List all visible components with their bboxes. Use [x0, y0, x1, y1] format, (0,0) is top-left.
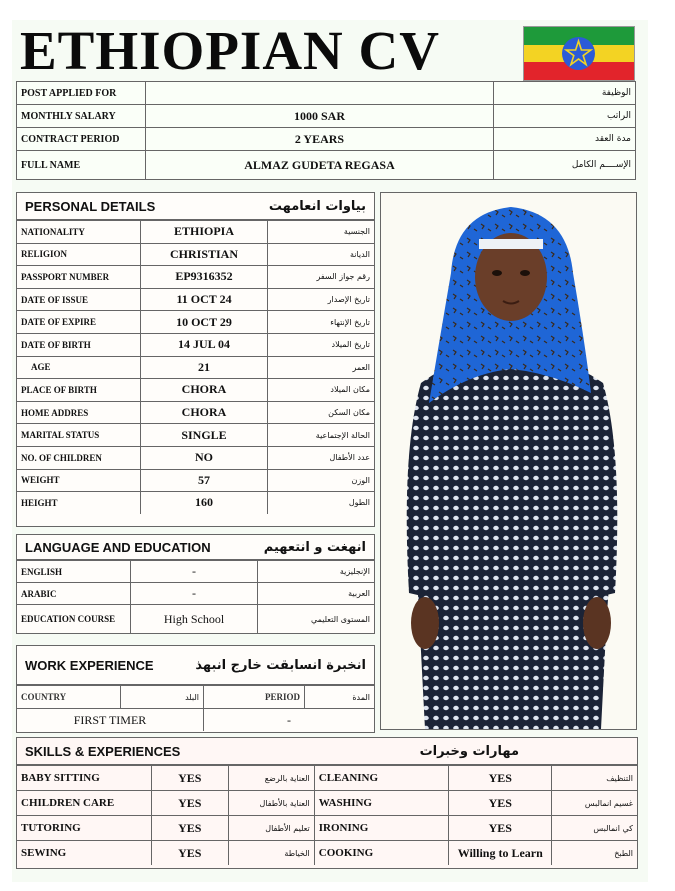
table-row [17, 469, 374, 492]
ironing-label: IRONING [314, 816, 449, 841]
full-name-value: ALMAZ GUDETA REGASA [146, 151, 494, 180]
language-education-header [17, 535, 374, 560]
period-value: - [204, 709, 375, 732]
table-row [17, 379, 374, 402]
tutoring-label: TUTORING [17, 816, 151, 841]
sewing-arabic: الخياطة [228, 841, 314, 866]
language-education-title: LANGUAGE AND EDUCATION [25, 539, 211, 555]
place-of-birth-arabic: مكان الميلاد [268, 379, 375, 402]
washing-value: YES [449, 791, 552, 816]
table-row [17, 333, 374, 356]
work-experience-title: WORK EXPERIENCE [25, 657, 154, 673]
nationality-arabic: الجنسية [268, 221, 375, 244]
candidate-photo [380, 192, 637, 730]
table-row [17, 288, 374, 311]
row-full-name [17, 151, 636, 180]
place-of-birth-label: PLACE OF BIRTH [17, 379, 141, 402]
age-label: AGE [17, 356, 141, 379]
work-experience-table [17, 685, 374, 731]
contract-period-value: 2 YEARS [146, 128, 494, 151]
personal-details-section [16, 192, 375, 527]
marital-status-value: SINGLE [141, 424, 268, 447]
sewing-label: SEWING [17, 841, 151, 866]
ironing-value: YES [449, 816, 552, 841]
full-name-label: FULL NAME [17, 151, 146, 180]
age-arabic: العمر [268, 356, 375, 379]
baby-sitting-arabic: العناية بالرضع [228, 766, 314, 791]
washing-label: WASHING [314, 791, 449, 816]
contract-period-label: CONTRACT PERIOD [17, 128, 146, 151]
header-table [16, 81, 636, 180]
country-arabic: البلد [121, 686, 204, 709]
skills-header [17, 738, 637, 765]
full-name-arabic: الإســــم الكامل [494, 151, 636, 180]
home-address-value: CHORA [141, 401, 268, 424]
personal-details-table [17, 220, 374, 514]
children-care-value: YES [151, 791, 228, 816]
skills-table [17, 765, 637, 865]
table-row [17, 221, 374, 244]
work-experience-section [16, 645, 375, 733]
cleaning-arabic: التنظيف [552, 766, 637, 791]
table-row [17, 424, 374, 447]
cooking-value: Willing to Learn [449, 841, 552, 866]
post-applied-value [146, 82, 494, 105]
cleaning-value: YES [449, 766, 552, 791]
table-row [17, 446, 374, 469]
education-arabic: المستوى التعليمي [258, 605, 375, 634]
weight-label: WEIGHT [17, 469, 141, 492]
row-post-applied [17, 82, 636, 105]
table-row [17, 766, 637, 791]
children-value: NO [141, 446, 268, 469]
date-of-birth-label: DATE OF BIRTH [17, 333, 141, 356]
table-row [17, 791, 637, 816]
religion-arabic: الديانة [268, 243, 375, 266]
cooking-arabic: الطبخ [552, 841, 637, 866]
passport-number-value: EP9316352 [141, 266, 268, 289]
table-row [17, 492, 374, 514]
table-row [17, 243, 374, 266]
date-of-birth-value: 14 JUL 04 [141, 333, 268, 356]
tutoring-value: YES [151, 816, 228, 841]
weight-arabic: الوزن [268, 469, 375, 492]
country-label: COUNTRY [17, 686, 121, 709]
marital-status-arabic: الحالة الإجتماعية [268, 424, 375, 447]
english-label: ENGLISH [17, 561, 131, 583]
english-value: - [131, 561, 258, 583]
place-of-birth-value: CHORA [141, 379, 268, 402]
cv-title: ETHIOPIAN CV [20, 20, 440, 81]
height-label: HEIGHT [17, 492, 141, 514]
arabic-value: - [131, 583, 258, 605]
children-arabic: عدد الأطفال [268, 446, 375, 469]
date-of-expire-arabic: تاريخ الإنتهاء [268, 311, 375, 334]
row-contract-period [17, 128, 636, 151]
height-value: 160 [141, 492, 268, 514]
table-row [17, 311, 374, 334]
table-row [17, 841, 637, 866]
baby-sitting-label: BABY SITTING [17, 766, 151, 791]
date-of-expire-value: 10 OCT 29 [141, 311, 268, 334]
cleaning-label: CLEANING [314, 766, 449, 791]
work-experience-header [17, 646, 374, 685]
religion-label: RELIGION [17, 243, 141, 266]
table-row [17, 709, 374, 732]
skills-title: SKILLS & EXPERIENCES [25, 743, 181, 759]
period-label: PERIOD [204, 686, 305, 709]
work-experience-title-arabic: انخبرة انسابقت خارج انبهذ [195, 657, 366, 673]
date-of-issue-label: DATE OF ISSUE [17, 288, 141, 311]
row-monthly-salary [17, 105, 636, 128]
education-value: High School [131, 605, 258, 634]
children-label: NO. OF CHILDREN [17, 446, 141, 469]
ethiopia-flag-icon [523, 26, 635, 81]
language-education-title-arabic: انهغت و انتعهيم [263, 539, 366, 555]
date-of-issue-value: 11 OCT 24 [141, 288, 268, 311]
date-of-issue-arabic: تاريخ الإصدار [268, 288, 375, 311]
baby-sitting-value: YES [151, 766, 228, 791]
nationality-label: NATIONALITY [17, 221, 141, 244]
sewing-value: YES [151, 841, 228, 866]
table-row [17, 266, 374, 289]
height-arabic: الطول [268, 492, 375, 514]
children-care-arabic: العناية بالأطفال [228, 791, 314, 816]
country-value: FIRST TIMER [17, 709, 204, 732]
skills-section [16, 737, 638, 869]
cooking-label: COOKING [314, 841, 449, 866]
table-row [17, 583, 374, 605]
period-arabic: المدة [305, 686, 375, 709]
post-applied-label: POST APPLIED FOR [17, 82, 146, 105]
language-education-section [16, 534, 375, 634]
age-value: 21 [141, 356, 268, 379]
table-row [17, 686, 374, 709]
religion-value: CHRISTIAN [141, 243, 268, 266]
home-address-label: HOME ADDRES [17, 401, 141, 424]
washing-arabic: غسيم انمالبس [552, 791, 637, 816]
skills-title-arabic: مهارات وخبرات [419, 743, 519, 759]
tutoring-arabic: تعليم الأطفال [228, 816, 314, 841]
arabic-label: ARABIC [17, 583, 131, 605]
monthly-salary-arabic: الراتب [494, 105, 636, 128]
ironing-arabic: كي انمالبس [552, 816, 637, 841]
marital-status-label: MARITAL STATUS [17, 424, 141, 447]
children-care-label: CHILDREN CARE [17, 791, 151, 816]
personal-details-header [17, 193, 374, 220]
date-of-birth-arabic: تاريخ الميلاد [268, 333, 375, 356]
weight-value: 57 [141, 469, 268, 492]
language-education-table [17, 560, 374, 633]
education-label: EDUCATION COURSE [17, 605, 131, 634]
table-row [17, 356, 374, 379]
arabic-arabic: العربية [258, 583, 375, 605]
english-arabic: الإنجليزية [258, 561, 375, 583]
table-row [17, 605, 374, 634]
monthly-salary-value: 1000 SAR [146, 105, 494, 128]
table-row [17, 561, 374, 583]
nationality-value: ETHIOPIA [141, 221, 268, 244]
table-row [17, 816, 637, 841]
passport-number-arabic: رقم جواز السفر [268, 266, 375, 289]
personal-details-title: PERSONAL DETAILS [25, 198, 156, 214]
contract-period-arabic: مدة العقد [494, 128, 636, 151]
table-row [17, 401, 374, 424]
post-applied-arabic: الوظيفة [494, 82, 636, 105]
date-of-expire-label: DATE OF EXPIRE [17, 311, 141, 334]
home-address-arabic: مكان السكن [268, 401, 375, 424]
monthly-salary-label: MONTHLY SALARY [17, 105, 146, 128]
passport-number-label: PASSPORT NUMBER [17, 266, 141, 289]
personal-details-title-arabic: بياوات انعامهت [268, 198, 366, 214]
